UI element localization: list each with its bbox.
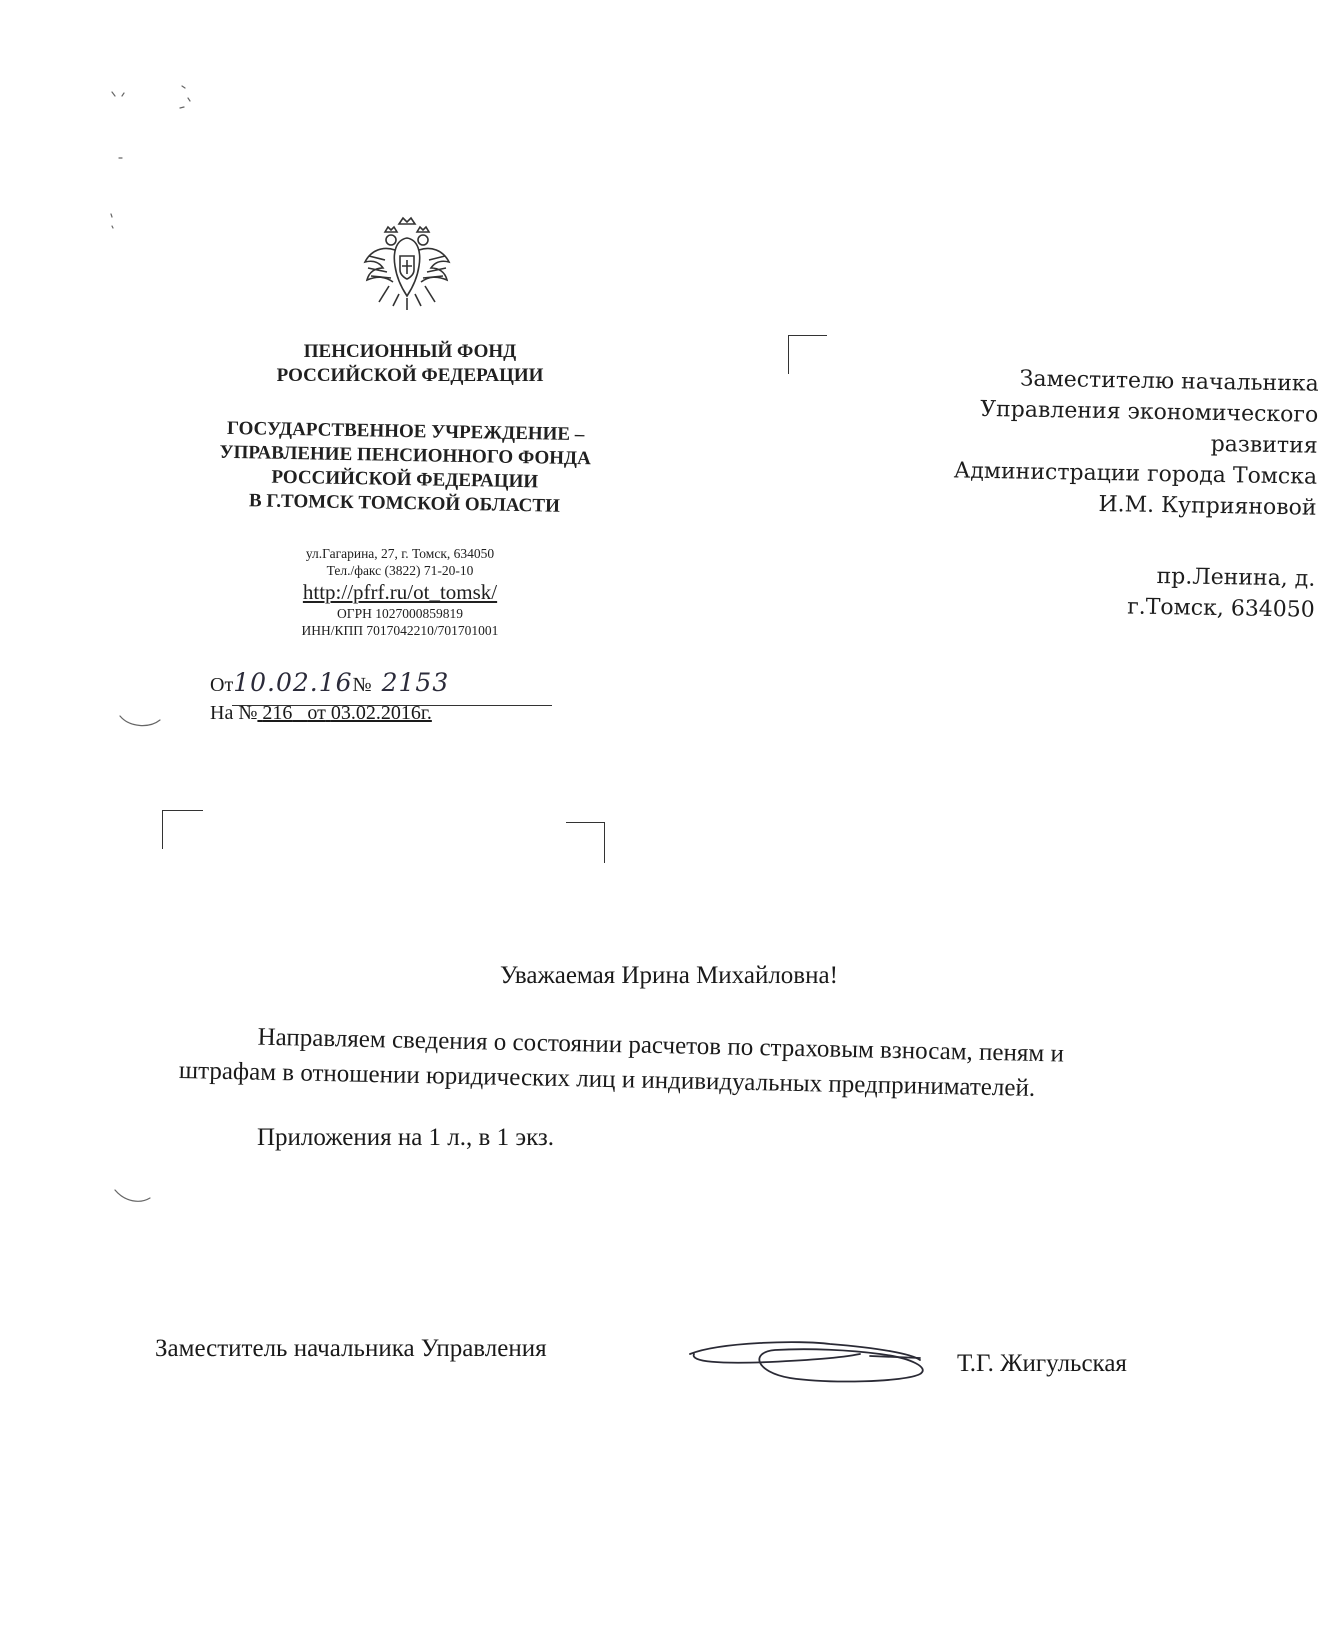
addressee-line: пр.Ленина, д. xyxy=(1156,563,1316,592)
attachment-note: Приложения на 1 л., в 1 экз. xyxy=(257,1124,555,1151)
org-unit-line: ГОСУДАРСТВЕННОЕ УЧРЕЖДЕНИЕ – xyxy=(226,417,585,446)
reply-label: На № xyxy=(210,702,258,724)
handwritten-signature-icon xyxy=(680,1332,930,1390)
handwritten-date: 10.02.16 xyxy=(233,668,353,697)
org-inn-kpp: ИНН/КПП 7017042210/701701001 xyxy=(301,623,499,638)
reply-date-label: от xyxy=(307,702,326,724)
from-label: От xyxy=(210,674,234,696)
body-paragraph xyxy=(179,1018,1340,1112)
org-name-line: ПЕНСИОННЫЙ ФОНД xyxy=(303,341,517,362)
addressee-line: И.М. Куприяновой xyxy=(1098,491,1317,521)
org-unit-line: РОССИЙСКОЙ ФЕДЕРАЦИИ xyxy=(271,466,539,493)
address-corner-bracket xyxy=(788,335,827,374)
addressee-line: Администрации города Томска xyxy=(953,458,1318,490)
org-contacts xyxy=(250,545,550,639)
org-unit-line: УПРАВЛЕНИЕ ПЕНСИОННОГО ФОНДА xyxy=(219,441,592,470)
addressee-line: развития xyxy=(1210,431,1318,459)
salutation: Уважаемая Ирина Михайловна! xyxy=(500,962,838,989)
org-unit-line: В Г.ТОМСК ТОМСКОЙ ОБЛАСТИ xyxy=(248,490,561,517)
subject-corner-bracket-right xyxy=(566,822,605,863)
addressee-line: г.Томск, 634050 xyxy=(1126,594,1315,623)
paragraph-line: штрафам в отношении юридических лиц и индивидуальных предпринимателей. xyxy=(178,1056,1036,1102)
subject-corner-bracket-left xyxy=(162,810,203,849)
org-name xyxy=(230,340,590,388)
org-name-line: РОССИЙСКОЙ ФЕДЕРАЦИИ xyxy=(276,365,544,386)
addressee-block xyxy=(811,360,1319,625)
coat-of-arms-icon xyxy=(355,210,459,314)
org-unit xyxy=(179,416,631,520)
registration-line xyxy=(210,668,449,697)
addressee-line: Управления экономического xyxy=(980,396,1319,428)
number-label: № xyxy=(352,674,372,696)
handwritten-number: 2153 xyxy=(381,668,450,697)
org-address: ул.Гагарина, 27, г. Томск, 634050 xyxy=(305,546,495,561)
reply-reference-line xyxy=(210,702,432,725)
signer-position: Заместитель начальника Управления xyxy=(155,1335,547,1362)
org-url-link[interactable]: http://pfrf.ru/ot_tomsk/ xyxy=(302,580,498,604)
org-phone: Тел./факс (3822) 71-20-10 xyxy=(326,563,474,578)
signer-name: Т.Г. Жигульская xyxy=(957,1350,1127,1377)
reply-date: 03.02.2016г. xyxy=(330,702,432,724)
addressee-line: Заместителю начальника xyxy=(1019,366,1319,397)
org-ogrn: ОГРН 1027000859819 xyxy=(337,606,463,621)
reply-number: 216 xyxy=(262,702,293,724)
paragraph-line: Направляем сведения о состоянии расчетов по страховым взносам, пеням и xyxy=(257,1023,1065,1068)
